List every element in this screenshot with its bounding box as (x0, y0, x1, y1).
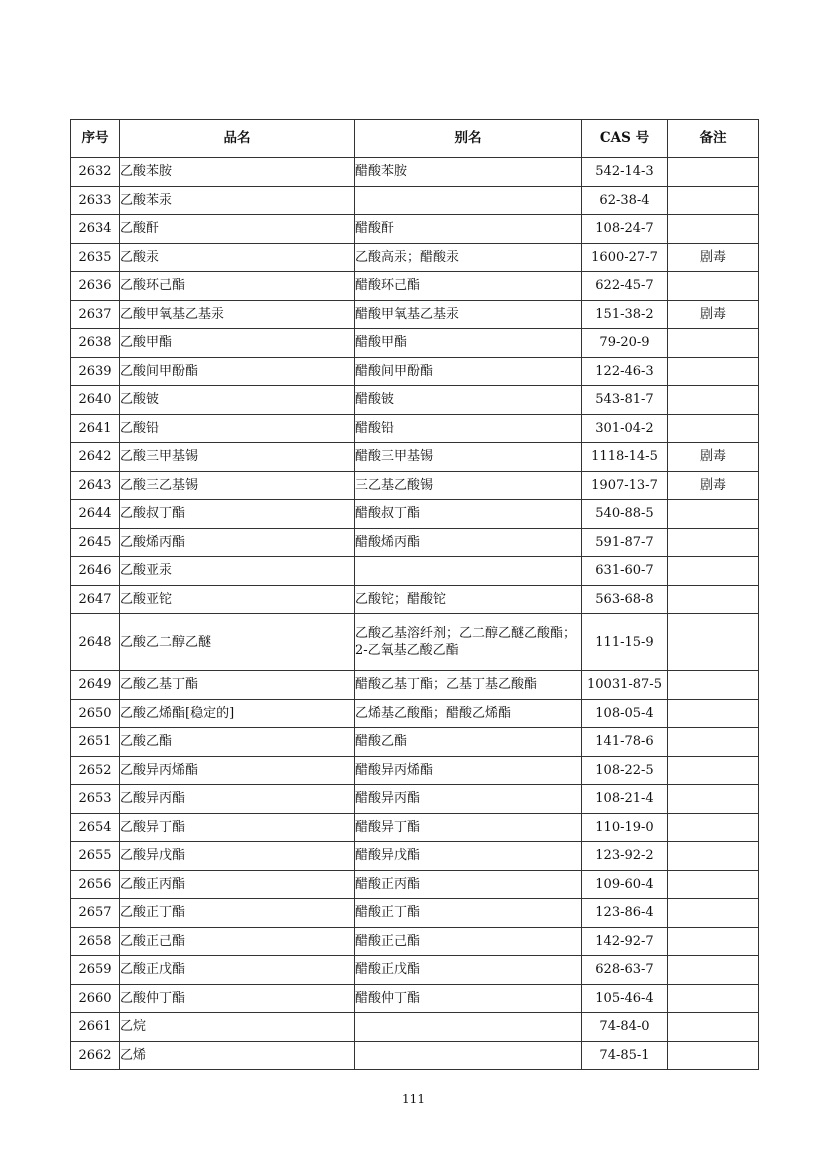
cell-no: 2658 (71, 927, 120, 956)
cell-no: 2644 (71, 500, 120, 529)
cell-note (668, 728, 759, 757)
cell-name: 乙酸铍 (120, 386, 355, 415)
table-row (71, 1013, 759, 1042)
cell-note (668, 699, 759, 728)
cell-cas: 123-92-2 (582, 842, 668, 871)
cell-name: 乙酸正己酯 (120, 927, 355, 956)
table-row (71, 927, 759, 956)
cell-cas: 543-81-7 (582, 386, 668, 415)
cell-note: 剧毒 (668, 443, 759, 472)
table-row (71, 471, 759, 500)
cell-alias: 醋酸苯胺 (355, 158, 582, 187)
cell-note (668, 500, 759, 529)
cell-alias: 醋酸异丙烯酯 (355, 756, 582, 785)
cell-cas: 1600-27-7 (582, 243, 668, 272)
cell-cas: 591-87-7 (582, 528, 668, 557)
cell-name: 乙酸三乙基锡 (120, 471, 355, 500)
cell-cas: 123-86-4 (582, 899, 668, 928)
cell-alias: 醋酸异丁酯 (355, 813, 582, 842)
cell-no: 2662 (71, 1041, 120, 1070)
cell-alias: 醋酸铅 (355, 414, 582, 443)
table-row (71, 357, 759, 386)
table-row (71, 1041, 759, 1070)
cell-alias: 醋酸正丁酯 (355, 899, 582, 928)
header-name: 品名 (120, 120, 355, 158)
cell-name: 乙酸亚铊 (120, 585, 355, 614)
cell-no: 2652 (71, 756, 120, 785)
cell-no: 2632 (71, 158, 120, 187)
cell-cas: 111-15-9 (582, 614, 668, 671)
cell-cas: 301-04-2 (582, 414, 668, 443)
cell-note (668, 1041, 759, 1070)
cell-cas: 151-38-2 (582, 300, 668, 329)
table-row (71, 215, 759, 244)
cell-no: 2651 (71, 728, 120, 757)
table-row (71, 186, 759, 215)
cell-no: 2646 (71, 557, 120, 586)
cell-note (668, 158, 759, 187)
table-row (71, 984, 759, 1013)
cell-note (668, 984, 759, 1013)
cell-alias (355, 1041, 582, 1070)
table-row (71, 813, 759, 842)
table-row (71, 386, 759, 415)
cell-name: 乙酸苯汞 (120, 186, 355, 215)
cell-alias: 醋酸烯丙酯 (355, 528, 582, 557)
cell-no: 2636 (71, 272, 120, 301)
cell-cas: 540-88-5 (582, 500, 668, 529)
cell-name: 乙酸亚汞 (120, 557, 355, 586)
cell-alias (355, 557, 582, 586)
cell-cas: 109-60-4 (582, 870, 668, 899)
cell-name: 乙酸酐 (120, 215, 355, 244)
cell-no: 2654 (71, 813, 120, 842)
cell-note (668, 927, 759, 956)
table-row (71, 870, 759, 899)
cell-no: 2660 (71, 984, 120, 1013)
cell-alias: 醋酸正己酯 (355, 927, 582, 956)
table-body (71, 158, 759, 1070)
cell-name: 乙酸异丙酯 (120, 785, 355, 814)
cell-name: 乙烯 (120, 1041, 355, 1070)
cell-cas: 79-20-9 (582, 329, 668, 358)
table-row (71, 300, 759, 329)
cell-name: 乙酸仲丁酯 (120, 984, 355, 1013)
table-row (71, 557, 759, 586)
cell-name: 乙酸乙烯酯[稳定的] (120, 699, 355, 728)
table-row (71, 756, 759, 785)
cell-name: 乙酸乙酯 (120, 728, 355, 757)
page-number: 111 (402, 1092, 425, 1106)
cell-note (668, 215, 759, 244)
cell-note (668, 614, 759, 671)
cell-cas: 142-92-7 (582, 927, 668, 956)
cell-no: 2659 (71, 956, 120, 985)
cell-cas: 141-78-6 (582, 728, 668, 757)
cell-alias: 醋酸正丙酯 (355, 870, 582, 899)
table-row (71, 899, 759, 928)
cell-no: 2653 (71, 785, 120, 814)
table-row (71, 158, 759, 187)
cell-no: 2643 (71, 471, 120, 500)
cell-alias: 醋酸间甲酚酯 (355, 357, 582, 386)
table-row (71, 243, 759, 272)
cell-alias: 醋酸环己酯 (355, 272, 582, 301)
cell-alias: 乙酸乙基溶纤剂；乙二醇乙醚乙酸酯；2-乙氧基乙酸乙酯 (355, 614, 582, 671)
cell-note: 剧毒 (668, 471, 759, 500)
table-row (71, 614, 759, 671)
cell-name: 乙酸叔丁酯 (120, 500, 355, 529)
cell-name: 乙酸烯丙酯 (120, 528, 355, 557)
cell-cas: 62-38-4 (582, 186, 668, 215)
cell-cas: 108-05-4 (582, 699, 668, 728)
cell-alias: 乙酸铊；醋酸铊 (355, 585, 582, 614)
cell-name: 乙酸乙基丁酯 (120, 671, 355, 700)
cell-note (668, 785, 759, 814)
cell-cas: 122-46-3 (582, 357, 668, 386)
cell-cas: 108-22-5 (582, 756, 668, 785)
cell-no: 2661 (71, 1013, 120, 1042)
cell-note: 剧毒 (668, 300, 759, 329)
cell-cas: 74-85-1 (582, 1041, 668, 1070)
cell-no: 2639 (71, 357, 120, 386)
cell-name: 乙酸甲酯 (120, 329, 355, 358)
cell-note (668, 813, 759, 842)
cell-cas: 631-60-7 (582, 557, 668, 586)
cell-name: 乙酸异丙烯酯 (120, 756, 355, 785)
cell-note (668, 1013, 759, 1042)
cell-name: 乙酸异戊酯 (120, 842, 355, 871)
cell-alias: 醋酸酐 (355, 215, 582, 244)
cell-cas: 108-24-7 (582, 215, 668, 244)
cell-name: 乙酸正丁酯 (120, 899, 355, 928)
cell-name: 乙酸环己酯 (120, 272, 355, 301)
cell-note (668, 386, 759, 415)
cell-cas: 105-46-4 (582, 984, 668, 1013)
cell-cas: 1907-13-7 (582, 471, 668, 500)
cell-name: 乙酸乙二醇乙醚 (120, 614, 355, 671)
cell-no: 2655 (71, 842, 120, 871)
cell-alias: 乙酸高汞；醋酸汞 (355, 243, 582, 272)
table-row (71, 329, 759, 358)
table-row (71, 414, 759, 443)
cell-no: 2648 (71, 614, 120, 671)
cell-name: 乙酸间甲酚酯 (120, 357, 355, 386)
cell-no: 2647 (71, 585, 120, 614)
cell-alias: 乙烯基乙酸酯；醋酸乙烯酯 (355, 699, 582, 728)
cell-note (668, 557, 759, 586)
cell-note (668, 870, 759, 899)
cell-name: 乙酸铅 (120, 414, 355, 443)
table-row (71, 585, 759, 614)
cell-note (668, 414, 759, 443)
table-row (71, 500, 759, 529)
cell-no: 2650 (71, 699, 120, 728)
cell-note (668, 899, 759, 928)
cell-alias: 醋酸三甲基锡 (355, 443, 582, 472)
cell-note (668, 329, 759, 358)
cell-no: 2656 (71, 870, 120, 899)
cell-no: 2649 (71, 671, 120, 700)
cell-alias (355, 186, 582, 215)
header-no: 序号 (71, 120, 120, 158)
cell-alias: 醋酸正戊酯 (355, 956, 582, 985)
cell-alias (355, 1013, 582, 1042)
table-row (71, 785, 759, 814)
cell-alias: 醋酸乙基丁酯；乙基丁基乙酸酯 (355, 671, 582, 700)
cell-cas: 74-84-0 (582, 1013, 668, 1042)
cell-cas: 622-45-7 (582, 272, 668, 301)
table-row (71, 443, 759, 472)
cell-alias: 醋酸乙酯 (355, 728, 582, 757)
cell-cas: 1118-14-5 (582, 443, 668, 472)
cell-alias: 醋酸甲氧基乙基汞 (355, 300, 582, 329)
cell-no: 2641 (71, 414, 120, 443)
cell-note (668, 272, 759, 301)
cell-name: 乙酸异丁酯 (120, 813, 355, 842)
cell-name: 乙酸汞 (120, 243, 355, 272)
cell-no: 2640 (71, 386, 120, 415)
cell-no: 2633 (71, 186, 120, 215)
cell-alias: 醋酸异丙酯 (355, 785, 582, 814)
cell-name: 乙酸正丙酯 (120, 870, 355, 899)
cell-no: 2642 (71, 443, 120, 472)
cell-note (668, 671, 759, 700)
cell-alias: 三乙基乙酸锡 (355, 471, 582, 500)
cell-alias: 醋酸仲丁酯 (355, 984, 582, 1013)
cell-no: 2637 (71, 300, 120, 329)
cell-name: 乙酸正戊酯 (120, 956, 355, 985)
cell-no: 2645 (71, 528, 120, 557)
table-row (71, 528, 759, 557)
table-row (71, 956, 759, 985)
table-row (71, 272, 759, 301)
table-row (71, 671, 759, 700)
cell-note (668, 585, 759, 614)
cell-cas: 108-21-4 (582, 785, 668, 814)
header-alias: 别名 (355, 120, 582, 158)
cell-note (668, 528, 759, 557)
cell-cas: 542-14-3 (582, 158, 668, 187)
cell-note (668, 956, 759, 985)
cell-name: 乙酸三甲基锡 (120, 443, 355, 472)
cell-cas: 563-68-8 (582, 585, 668, 614)
cell-note (668, 186, 759, 215)
header-note: 备注 (668, 120, 759, 158)
cell-note: 剧毒 (668, 243, 759, 272)
cell-alias: 醋酸叔丁酯 (355, 500, 582, 529)
chemical-table (70, 119, 759, 1070)
cell-alias: 醋酸异戊酯 (355, 842, 582, 871)
table-row (71, 842, 759, 871)
cell-alias: 醋酸甲酯 (355, 329, 582, 358)
cell-note (668, 842, 759, 871)
cell-alias: 醋酸铍 (355, 386, 582, 415)
cell-no: 2657 (71, 899, 120, 928)
cell-note (668, 357, 759, 386)
cell-no: 2635 (71, 243, 120, 272)
cell-cas: 10031-87-5 (582, 671, 668, 700)
cell-name: 乙烷 (120, 1013, 355, 1042)
cell-name: 乙酸苯胺 (120, 158, 355, 187)
cell-name: 乙酸甲氧基乙基汞 (120, 300, 355, 329)
cell-no: 2634 (71, 215, 120, 244)
cell-cas: 110-19-0 (582, 813, 668, 842)
cell-cas: 628-63-7 (582, 956, 668, 985)
cell-note (668, 756, 759, 785)
table-row (71, 699, 759, 728)
table-header-row (71, 120, 759, 158)
table-row (71, 728, 759, 757)
cell-no: 2638 (71, 329, 120, 358)
header-cas: CAS 号 (582, 120, 668, 158)
